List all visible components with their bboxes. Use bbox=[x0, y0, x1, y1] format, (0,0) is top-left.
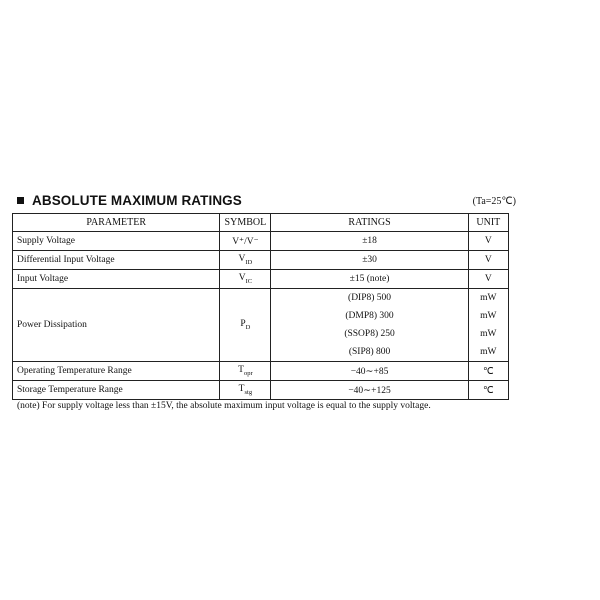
unit-cell-multi bbox=[468, 289, 508, 362]
param-cell: Supply Voltage bbox=[13, 232, 220, 251]
section-title-text: ABSOLUTE MAXIMUM RATINGS bbox=[32, 193, 242, 208]
unit-line: mW bbox=[480, 293, 497, 303]
unit-cell: V bbox=[468, 270, 508, 289]
param-cell: Input Voltage bbox=[13, 270, 220, 289]
symbol-cell bbox=[220, 289, 271, 362]
rating-line: (DIP8) 500 bbox=[348, 293, 392, 303]
section-title bbox=[17, 193, 242, 208]
symbol-main: T bbox=[238, 384, 245, 395]
header-unit: UNIT bbox=[468, 214, 508, 232]
rating-cell-multi bbox=[271, 289, 468, 362]
rating-line: (SIP8) 800 bbox=[348, 347, 391, 357]
param-cell: Storage Temperature Range bbox=[13, 381, 220, 400]
param-cell: Operating Temperature Range bbox=[13, 362, 220, 381]
symbol-main: T bbox=[238, 365, 244, 376]
symbol-sub: stg bbox=[244, 388, 253, 396]
rating-line: (DMP8) 300 bbox=[345, 311, 394, 321]
unit-line: mW bbox=[480, 329, 497, 339]
table-row bbox=[13, 289, 509, 362]
symbol-cell bbox=[220, 270, 271, 289]
ratings-table bbox=[12, 213, 509, 400]
rating-cell: ±15 (note) bbox=[271, 270, 468, 289]
header-parameter: PARAMETER bbox=[13, 214, 220, 232]
rating-cell: −40∼+85 bbox=[271, 362, 468, 381]
symbol-sub: IC bbox=[245, 277, 253, 285]
temperature-condition: (Ta=25℃) bbox=[472, 196, 516, 207]
symbol-cell bbox=[220, 381, 271, 400]
unit-cell: ℃ bbox=[468, 381, 508, 400]
table-row bbox=[13, 251, 509, 270]
symbol-main: P bbox=[240, 319, 246, 330]
unit-line: mW bbox=[480, 311, 497, 321]
symbol-cell: V⁺/V⁻ bbox=[220, 232, 271, 251]
rating-line: (SSOP8) 250 bbox=[344, 329, 395, 339]
symbol-cell bbox=[220, 362, 271, 381]
bullet-square-icon bbox=[17, 197, 24, 204]
table-row bbox=[13, 381, 509, 400]
symbol-sub: D bbox=[245, 323, 251, 331]
symbol-main: V bbox=[238, 254, 246, 265]
unit-cell: V bbox=[468, 251, 508, 270]
table-header-row bbox=[13, 214, 509, 232]
symbol-main: V bbox=[238, 273, 246, 284]
unit-cell: ℃ bbox=[468, 362, 508, 381]
symbol-sub: opr bbox=[243, 369, 253, 377]
unit-cell: V bbox=[468, 232, 508, 251]
rating-cell: ±30 bbox=[271, 251, 468, 270]
header-symbol: SYMBOL bbox=[220, 214, 271, 232]
unit-line: mW bbox=[480, 347, 497, 357]
symbol-cell bbox=[220, 251, 271, 270]
header-ratings: RATINGS bbox=[271, 214, 468, 232]
table-row bbox=[13, 270, 509, 289]
table-row bbox=[13, 232, 509, 251]
table-row bbox=[13, 362, 509, 381]
footnote: (note) For supply voltage less than ±15V, the absolute maximum input voltage is equal to the supply voltage. bbox=[17, 401, 431, 411]
rating-cell: ±18 bbox=[271, 232, 468, 251]
param-cell: Power Dissipation bbox=[13, 289, 220, 362]
rating-cell: −40∼+125 bbox=[271, 381, 468, 400]
symbol-sub: ID bbox=[245, 258, 253, 266]
param-cell: Differential Input Voltage bbox=[13, 251, 220, 270]
